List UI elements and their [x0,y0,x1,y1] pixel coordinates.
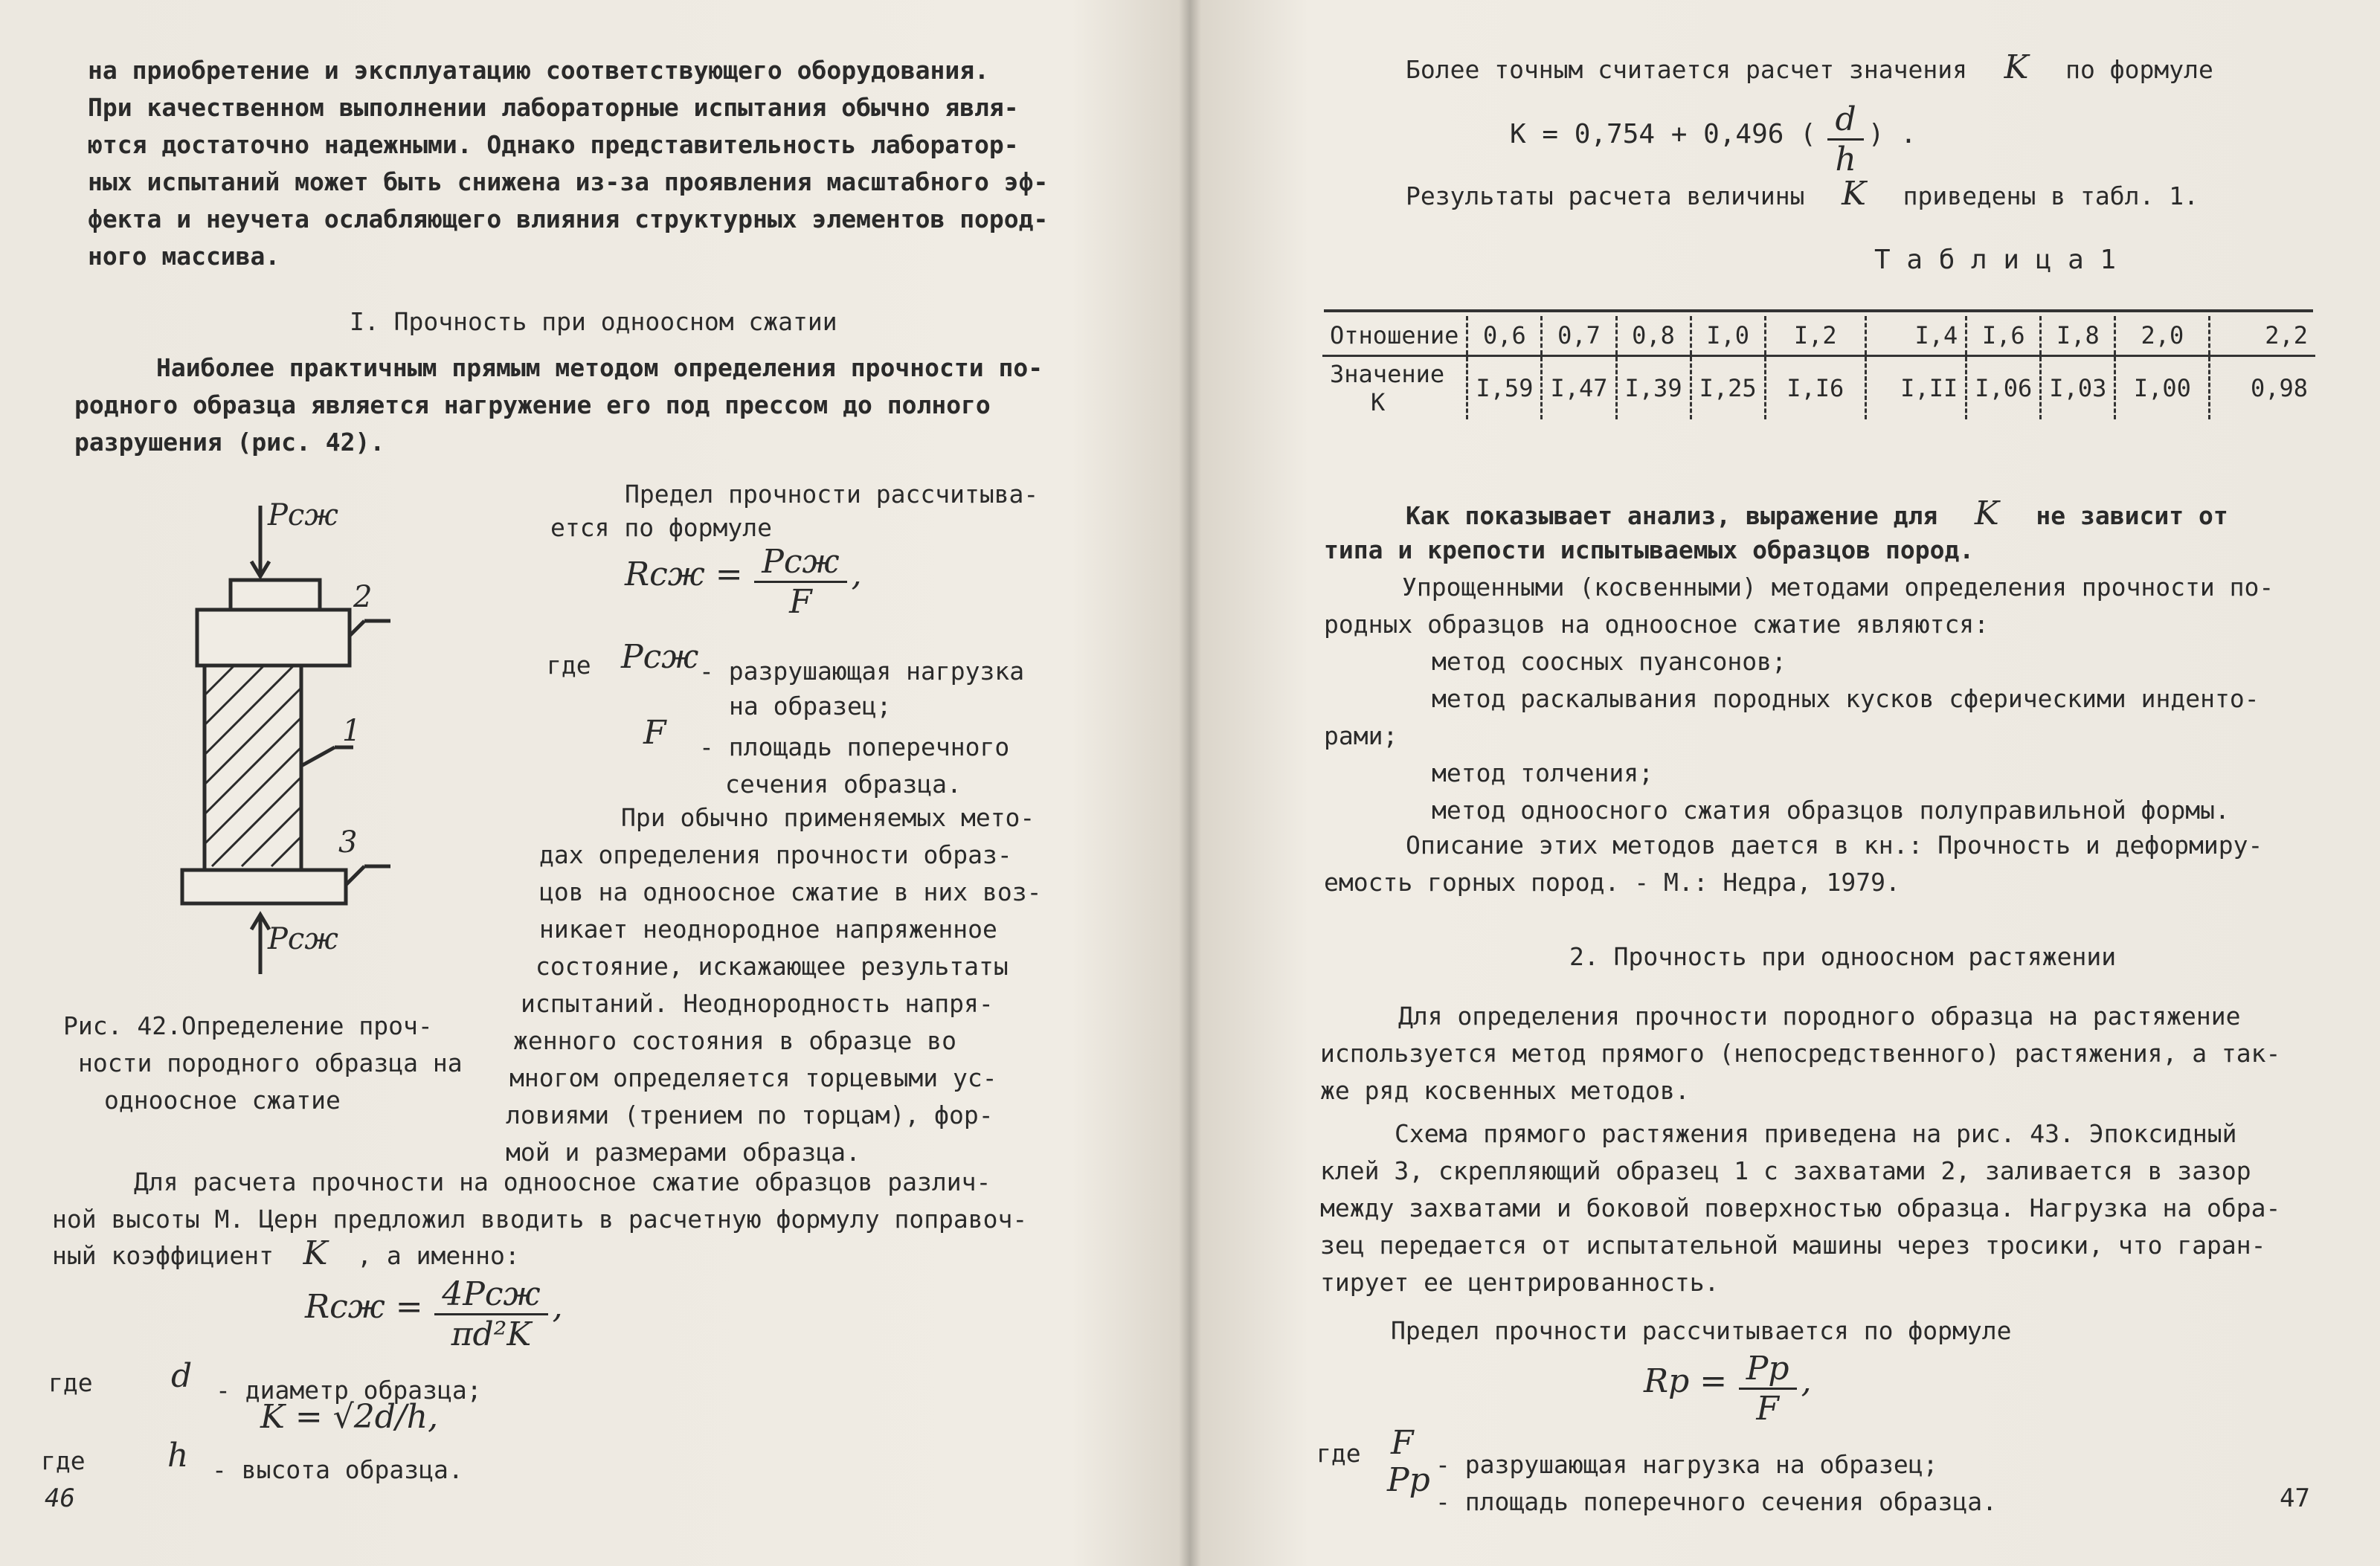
side-text2-line6: испытаний. Неоднородность напря- [521,989,994,1018]
formula2-lhs: Rсж [305,1288,385,1326]
table-cell: 0,7 [1542,316,1616,356]
right-line1-tail: по формуле [2065,55,2213,84]
para1-line2: При качественном выполнении лабораторные испытания обычно явля- [88,93,1019,122]
side-text2-line10: мой и размерами образца. [506,1138,861,1167]
table-cell: I,39 [1616,356,1691,420]
formula5-tail: , [1801,1362,1812,1400]
section2-title: 2. Прочность при одноосном растяжении [1569,942,2117,971]
table-cell: I,4 [1865,316,1966,356]
para2-line1: Наиболее практичным прямым методом определения прочности по- [156,353,1043,382]
fig-caption-line1: Рис. 42.Определение проч- [63,1011,433,1040]
para3-line3-text: ный коэффициент [52,1241,274,1270]
def1-line2: на образец; [729,692,892,721]
para3-line3 [52,1234,520,1275]
formula1-num: Pсж [754,543,846,583]
table-header-value-symbol: K [1371,388,1386,416]
def5-text: - разрушающая нагрузка на образец; [1435,1450,1938,1479]
fig-caption-line3: одноосное сжатие [104,1086,341,1115]
formula2-num: 4Pсж [434,1275,547,1315]
para3-symbol: K [303,1234,328,1272]
para-a-tail: не зависит от [2036,501,2228,530]
para-e-line3: между захватами и боковой поверхностью образца. Нагрузка на обра- [1320,1193,2281,1222]
para3-line1: Для расчета прочности на одноосное сжатие образцов различ- [134,1167,991,1196]
side-text2-line7: женного состояния в образце во [513,1026,957,1055]
para-d-line2: используется метод прямого (непосредственного) растяжения, а так- [1320,1039,2281,1068]
table-cell: I,25 [1691,356,1765,420]
where2: где [48,1368,93,1397]
side-text2-line9: ловиями (трением по торцам), фор- [506,1101,994,1130]
list-item: метод раскалывания породных кусков сферическими инденто- [1432,684,2260,713]
formula-rp: Rр = $\frac{Pр}{F}$ , [1644,1350,1812,1428]
side-text2-line2: дах определения прочности образ- [539,840,1012,869]
fig-bottom-load-label: Pсж [268,922,338,956]
para-a-line1 [1406,494,2228,535]
table-top-rule [1324,309,2313,312]
right-line1-text: Более точным считается расчет значения [1406,55,1967,84]
formula4-tail: ) . [1868,119,1917,149]
formula3: K = √2d/h, [260,1398,439,1436]
def2-line2: сечения образца. [725,770,962,799]
right-line1-symbol: K [2004,48,2029,86]
table-cell: 0,98 [2210,356,2315,420]
para2-line2: родного образца является нагружение его под прессом до полного [74,390,991,419]
where1: где [547,651,591,680]
table-header-value-text: Значение [1330,360,1445,388]
table-row-value [1322,356,2315,420]
para2-line3: разрушения (рис. 42). [74,428,385,457]
section1-title: I. Прочность при одноосном сжатии [350,307,837,336]
table-cell: I,8 [2041,316,2115,356]
formula5-num: Pр [1739,1350,1797,1390]
side-text2-line1: При обычно применяемых мето- [621,803,1035,832]
list-item: метод соосных пуансонов; [1432,647,1786,676]
table-cell: I,00 [2115,356,2210,420]
def5-symbol: F [1391,1424,1414,1462]
right-line2-text: Результаты расчета величины [1406,181,1805,210]
right-line2-symbol: K [1842,175,1866,213]
table-cell: I,II [1865,356,1966,420]
table-header-ratio: Отношение [1322,316,1467,356]
table-cell: I,47 [1542,356,1616,420]
para-d-line3: же ряд косвенных методов. [1320,1076,1690,1105]
para1-line6: ного массива. [88,242,280,271]
para1-line1: на приобретение и эксплуатацию соответствующего оборудования. [88,56,989,85]
table-cell: I,2 [1765,316,1865,356]
formula1-tail: , [851,555,862,593]
def3-text: - диаметр образца; [216,1376,482,1405]
table-cell: I,06 [1966,356,2041,420]
table-cell: I,0 [1691,316,1765,356]
formula1-den: F [789,583,812,621]
def4-text: - высота образца. [212,1455,463,1484]
table-header-value [1322,356,1467,420]
table-cell: 0,6 [1467,316,1542,356]
formula-rsj-corrected: Rсж = $\frac{\text{4Pсж}}{\text{πd²K}}$ , [305,1275,563,1353]
fig-top-load-label: Pсж [268,498,338,532]
formula4-den: h [1835,141,1856,178]
para3-line2: ной высоты М. Церн предложил вводить в расчетную формулу поправоч- [52,1205,1028,1234]
para-e-line4: зец передается от испытательной машины через тросики, что гаран- [1320,1231,2266,1260]
fig-label-1: 1 [342,714,361,748]
list-item: метод одноосного сжатия образцов полуправильной формы. [1432,796,2230,825]
right-line2-tail: приведены в табл. 1. [1903,181,2199,210]
formula4-lhs: K = 0,754 + 0,496 ( [1510,119,1816,149]
where3: где [41,1446,86,1475]
figure-42 [164,491,402,982]
def1-symbol: Pсж [621,638,699,676]
page-number-left: 46 [45,1483,75,1513]
page-number-right: 47 [2280,1483,2310,1513]
para-b-line1: Упрощенными (косвенными) методами определения прочности по- [1402,573,2274,602]
table-cell: 2,0 [2115,316,2210,356]
formula2-tail: , [552,1288,563,1326]
def4-symbol: h [167,1437,189,1475]
side-text2-line5: состояние, искажающее результаты [536,952,1009,981]
list-item: рами; [1324,721,1398,750]
para-d-line1: Для определения прочности породного образца на растяжение [1398,1002,2241,1031]
def1-line1: - разрушающая нагрузка [699,657,1025,686]
para-e-line1: Схема прямого растяжения приведена на рис. 43. Эпоксидный [1395,1119,2237,1148]
formula4-fraction [1827,100,1863,178]
table-cell: 0,8 [1616,316,1691,356]
para-f: Предел прочности рассчитывается по формуле [1391,1316,2012,1345]
def2-symbol: F [643,714,666,752]
fig-label-3: 3 [338,825,358,860]
formula-k [1510,100,1917,178]
where4: где [1316,1439,1361,1468]
right-line2 [1406,175,2199,215]
table-cell: 2,2 [2210,316,2315,356]
table-1 [1322,316,2315,419]
table-cell: I,I6 [1765,356,1865,420]
formula5-lhs: Rр [1644,1362,1690,1400]
para-e-line2: клей 3, скрепляющий образец 1 с захватами 2, заливается в зазор [1320,1156,2251,1185]
table-cell: I,03 [2041,356,2115,420]
table-title: Т а б л и ц а 1 [1874,245,2117,275]
right-page [1190,0,2380,1566]
fig-label-2: 2 [353,580,373,614]
def2-line1: - площадь поперечного [699,732,1010,761]
fig-caption-line2: ности породного образца на [78,1048,463,1077]
formula2-fraction [434,1275,547,1353]
formula5-fraction [1739,1350,1797,1428]
list-item: метод толчения; [1432,758,1654,787]
formula2-den: πd²K [451,1315,532,1353]
def3-symbol: d [171,1357,193,1395]
side-text2-line8: многом определяется торцевыми ус- [509,1063,997,1092]
side-text2-line3: цов на одноосное сжатие в них воз- [539,877,1042,906]
para3-tail: , а именно: [357,1241,520,1270]
para-a-line2: типа и крепости испытываемых образцов пород. [1324,535,1975,564]
para-a-symbol: K [1974,494,1999,532]
side-text2-line4: никает неоднородное напряженное [539,915,997,944]
table-cell: I,6 [1966,316,2041,356]
formula4-num: d [1827,100,1863,141]
para1-line5: фекта и неучета ослабляющего влияния структурных элементов пород- [88,204,1049,233]
table-row-ratio [1322,316,2315,356]
formula1-lhs: Rсж [625,555,705,593]
def6-text: - площадь поперечного сечения образца. [1435,1487,1997,1516]
def6-symbol: Pр [1387,1461,1430,1499]
para-a-text: Как показывает анализ, выражение для [1406,501,1938,530]
para1-line4: ных испытаний может быть снижена из-за проявления масштабного эф- [88,167,1049,196]
formula1-fraction [754,543,846,621]
side-text1-line1: Предел прочности рассчитыва- [625,480,1039,509]
para-c-line2: емость горных пород. - М.: Недра, 1979. [1324,868,1900,897]
side-text1-line2: ется по формуле [550,513,773,542]
table-cell: I,59 [1467,356,1542,420]
right-line1 [1406,48,2213,88]
formula5-den: F [1756,1390,1779,1428]
para1-line3: ются достаточно надежными. Однако представительность лаборатор- [88,130,1019,159]
para-e-line5: тирует ее центрированность. [1320,1268,1720,1297]
para-c-line1: Описание этих методов дается в кн.: Прочность и деформиру- [1406,831,2263,860]
para-b-line2: родных образцов на одноосное сжатие являются: [1324,610,1990,639]
formula-rsj: Rсж = $\frac{\text{Pсж}}{F}$ , [625,543,862,621]
